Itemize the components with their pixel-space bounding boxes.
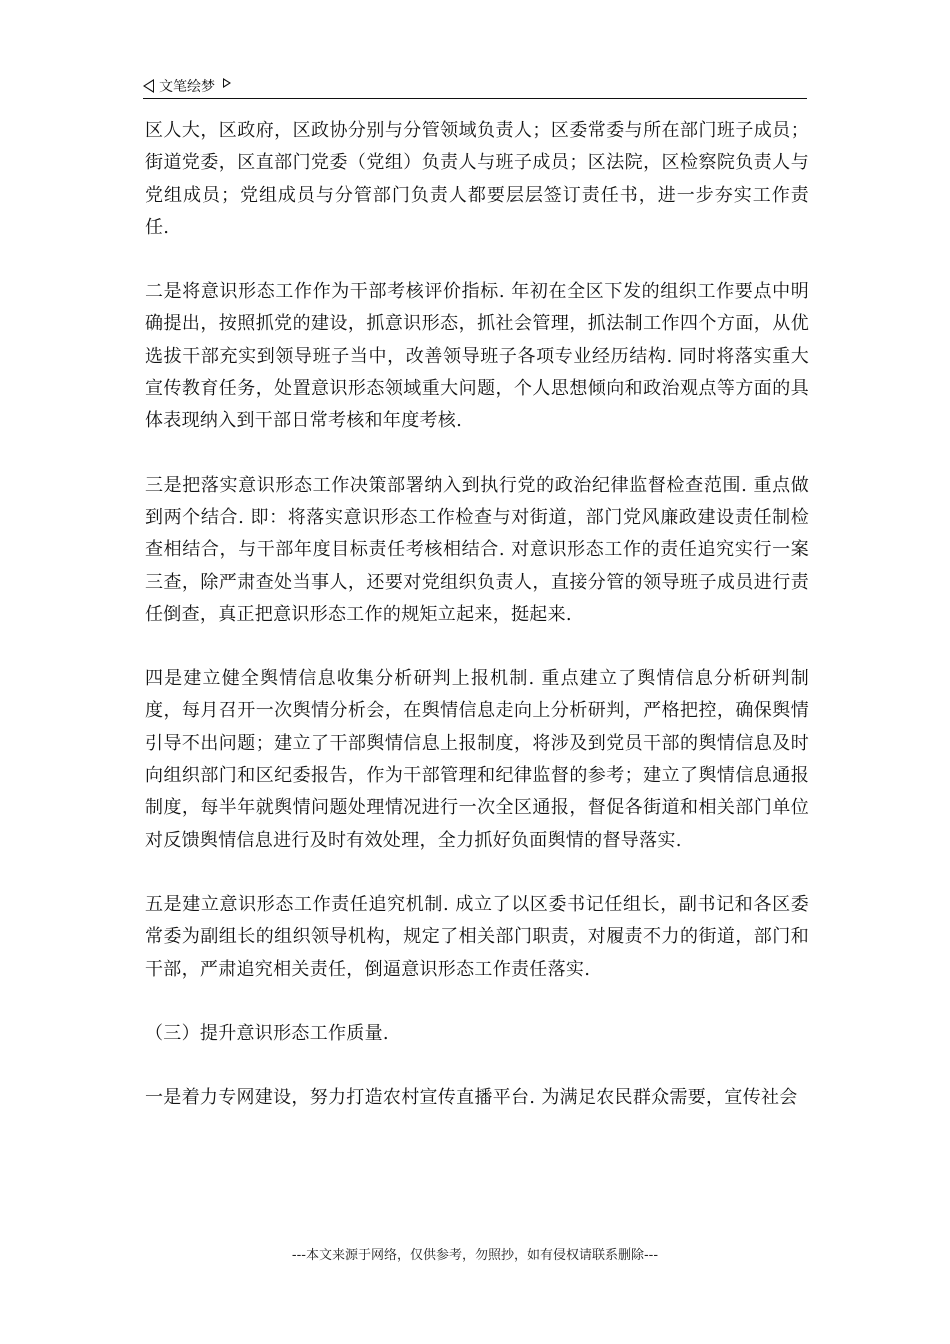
document-body [145,115,809,1114]
paragraph-1: 区人大，区政府，区政协分别与分管领域负责人；区委常委与所在部门班子成员；街道党委，区直部门党委（党组）负责人与班子成员；区法院，区检察院负责人与党组成员；党组成员与分管部门负责人都要层层签订责任书，进一步夯实工作责任. [145,120,809,238]
section-heading: （三）提升意识形态工作质量. [145,1022,389,1044]
header-title: 文笔绘梦 [159,79,215,95]
header-divider [143,98,807,99]
paragraph-6: 一是着力专网建设，努力打造农村宣传直播平台. 为满足农民群众需要，宣传社会 [145,1087,798,1109]
paragraph-4: 四是建立健全舆情信息收集分析研判上报机制. 重点建立了舆情信息分析研判制度，每月召开一次舆情分析会，在舆情信息走向上分析研判，严格把控，确保舆情引导不出问题；建立了干部舆情信息上报制度，将涉及到党员干部的舆情信息及时向组织部门和区纪委报告，作为干部管理和纪律监督的参考；建立了舆情信息通报制度，每半年就舆情问题处理情况进行一次全区通报，督促各街道和相关部门单位对反馈舆情信息进行及时有效处理，全力抓好负面舆情的督导落实. [145,668,809,851]
triangle-right-icon [223,78,231,88]
paragraph-5: 五是建立意识形态工作责任追究机制. 成立了以区委书记任组长，副书记和各区委常委为副组长的组织领导机构，规定了相关部门职责，对履责不力的街道，部门和干部，严肃追究相关责任，倒逼意识形态工作责任落实. [145,893,809,980]
page-header [143,74,807,98]
footer-disclaimer: ---本文来源于网络，仅供参考，勿照抄，如有侵权请联系删除--- [291,1248,659,1263]
paragraph-2: 二是将意识形态工作作为干部考核评价指标. 年初在全区下发的组织工作要点中明确提出，按照抓党的建设，抓意识形态，抓社会管理，抓法制工作四个方面，从优选拔干部充实到领导班子当中，改善领导班子各项专业经历结构. 同时将落实重大宣传教育任务，处置意识形态领域重大问题，个人思想倾向和政治观点等方面的具体表现纳入到干部日常考核和年度考核. [145,281,809,432]
triangle-left-icon [143,79,154,93]
paragraph-3: 三是把落实意识形态工作决策部署纳入到执行党的政治纪律监督检查范围. 重点做到两个结合. 即：将落实意识形态工作检查与对街道，部门党风廉政建设责任制检查相结合，与干部年度目标责任考核相结合. 对意识形态工作的责任追究实行一案三查，除严肃查处当事人，还要对党组织负责人，直接分管的领导班子成员进行责任倒查，真正把意识形态工作的规矩立起来，挺起来. [145,474,809,625]
